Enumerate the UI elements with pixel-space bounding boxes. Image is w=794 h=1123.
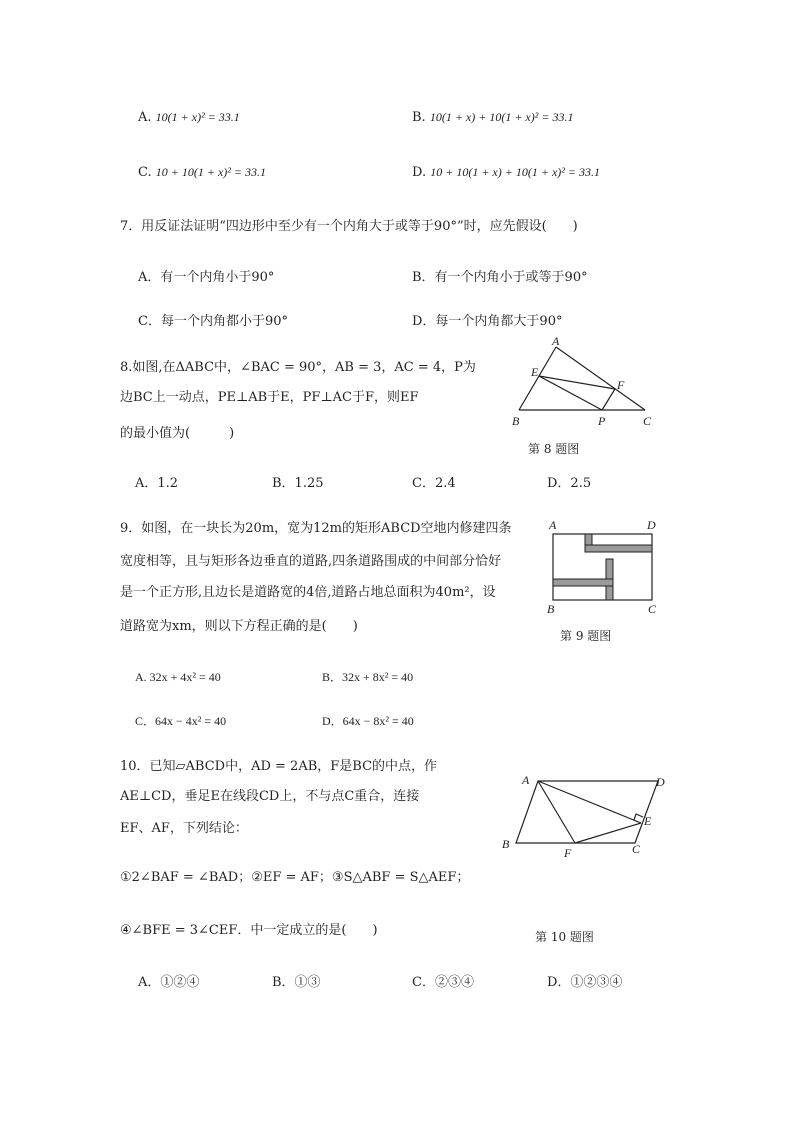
q6-option-c: C. 10 + 10(1 + x)² = 33.1 (138, 165, 266, 180)
q9-label-b: B (547, 602, 555, 616)
q9-stem-line2: 宽度相等，且与矩形各边垂直的道路,四条道路围成的中间部分恰好 (120, 554, 502, 569)
q9-stem-line4: 道路宽为xm，则以下方程正确的是( ) (120, 619, 358, 634)
q9-option-c: C．64x − 4x² = 40 (135, 714, 227, 728)
q7-stem: 7．用反证法证明“四边形中至少有一个内角大于或等于90°”时，应先假设( ) (120, 219, 578, 234)
q8-stem-line2: 边BC上一动点，PE⊥AB于E，PF⊥AC于F，则EF (120, 390, 419, 405)
q10-label-d: D (656, 775, 665, 789)
q10-stem-line1: 10．已知▱ABCD中，AD = 2AB，F是BC的中点，作 (120, 759, 438, 774)
q8-label-b: B (512, 414, 520, 428)
q7-option-a: A．有一个内角小于90° (138, 270, 275, 285)
q9-option-d: D．64x − 8x² = 40 (322, 714, 414, 728)
q10-figure (495, 768, 675, 858)
q9-stem-line1: 9．如图，在一块长为20m，宽为12m的矩形ABCD空地内修建四条 (120, 521, 512, 536)
q8-figure (505, 333, 665, 433)
q10-option-b: B．①③ (272, 975, 321, 990)
q6-option-a: A. 10(1 + x)² = 33.1 (138, 110, 240, 125)
q8-side-ac (556, 347, 645, 410)
q10-label-a: A (522, 773, 530, 787)
q8-option-d: D．2.5 (547, 476, 592, 491)
q9-option-b: B．32x + 8x² = 40 (322, 670, 414, 684)
q10-stem-line5: ④∠BFE = 3∠CEF．中一定成立的是( ) (120, 923, 378, 938)
q10-label-c: C (632, 842, 641, 856)
q7-option-d: D．每一个内角都大于90° (412, 314, 563, 329)
q10-option-c: C．②③④ (412, 975, 474, 990)
q9-label-d: D (647, 518, 656, 532)
q8-option-a: A．1.2 (135, 476, 179, 491)
q8-stem-line3: 的最小值为( ) (120, 426, 235, 441)
q8-option-b: B．1.25 (272, 476, 324, 491)
q8-option-c: C．2.4 (412, 476, 456, 491)
q9-label-c: C (648, 602, 657, 616)
q10-stem-line3: EF、AF，下列结论： (120, 821, 248, 836)
q9-figure (543, 516, 663, 616)
q10-option-d: D．①②③④ (547, 975, 623, 990)
q8-caption: 第 8 题图 (528, 442, 580, 456)
q8-stem-line1: 8.如图,在ΔABC中，∠BAC = 90°，AB = 3，AC = 4，P为 (120, 360, 476, 375)
q9-stem-line3: 是一个正方形,且边长是道路宽的4倍,道路占地总面积为40m²，设 (120, 585, 496, 600)
q7-option-c: C．每一个内角都小于90° (138, 314, 288, 329)
q8-label-p: P (598, 414, 606, 428)
q10-label-f: F (564, 846, 572, 858)
q9-road-left (553, 579, 613, 586)
q10-right-angle-mark (634, 814, 643, 820)
q9-road-right (585, 545, 652, 552)
q9-caption: 第 9 题图 (560, 629, 612, 643)
q10-stem-line4: ①2∠BAF = ∠BAD；②EF = AF；③S△ABF = S△AEF； (120, 870, 470, 885)
q8-label-c: C (643, 414, 652, 428)
q8-label-a: A (552, 334, 560, 348)
q10-label-e: E (644, 814, 652, 828)
q10-label-b: B (502, 837, 510, 851)
q7-option-b: B．有一个内角小于或等于90° (412, 270, 588, 285)
q6-option-d: D. 10 + 10(1 + x) + 10(1 + x)² = 33.1 (412, 165, 600, 180)
q10-parallelogram (516, 781, 658, 843)
q8-label-f: F (617, 378, 625, 392)
q10-caption: 第 10 题图 (535, 930, 594, 944)
q9-label-a: A (549, 518, 557, 532)
q10-stem-line2: AE⊥CD，垂足E在线段CD上，不与点C重合，连接 (120, 789, 420, 804)
q10-seg-ef (575, 823, 641, 843)
q10-seg-ae (538, 781, 641, 823)
q9-rectangle (553, 534, 652, 600)
q6-option-b: B. 10(1 + x) + 10(1 + x)² = 33.1 (412, 110, 574, 125)
q10-option-a: A．①②④ (138, 975, 200, 990)
q9-option-a: A. 32x + 4x² = 40 (135, 670, 221, 684)
q8-seg-pf (602, 389, 615, 410)
q10-seg-af (538, 781, 575, 843)
q8-label-e: E (531, 365, 539, 379)
